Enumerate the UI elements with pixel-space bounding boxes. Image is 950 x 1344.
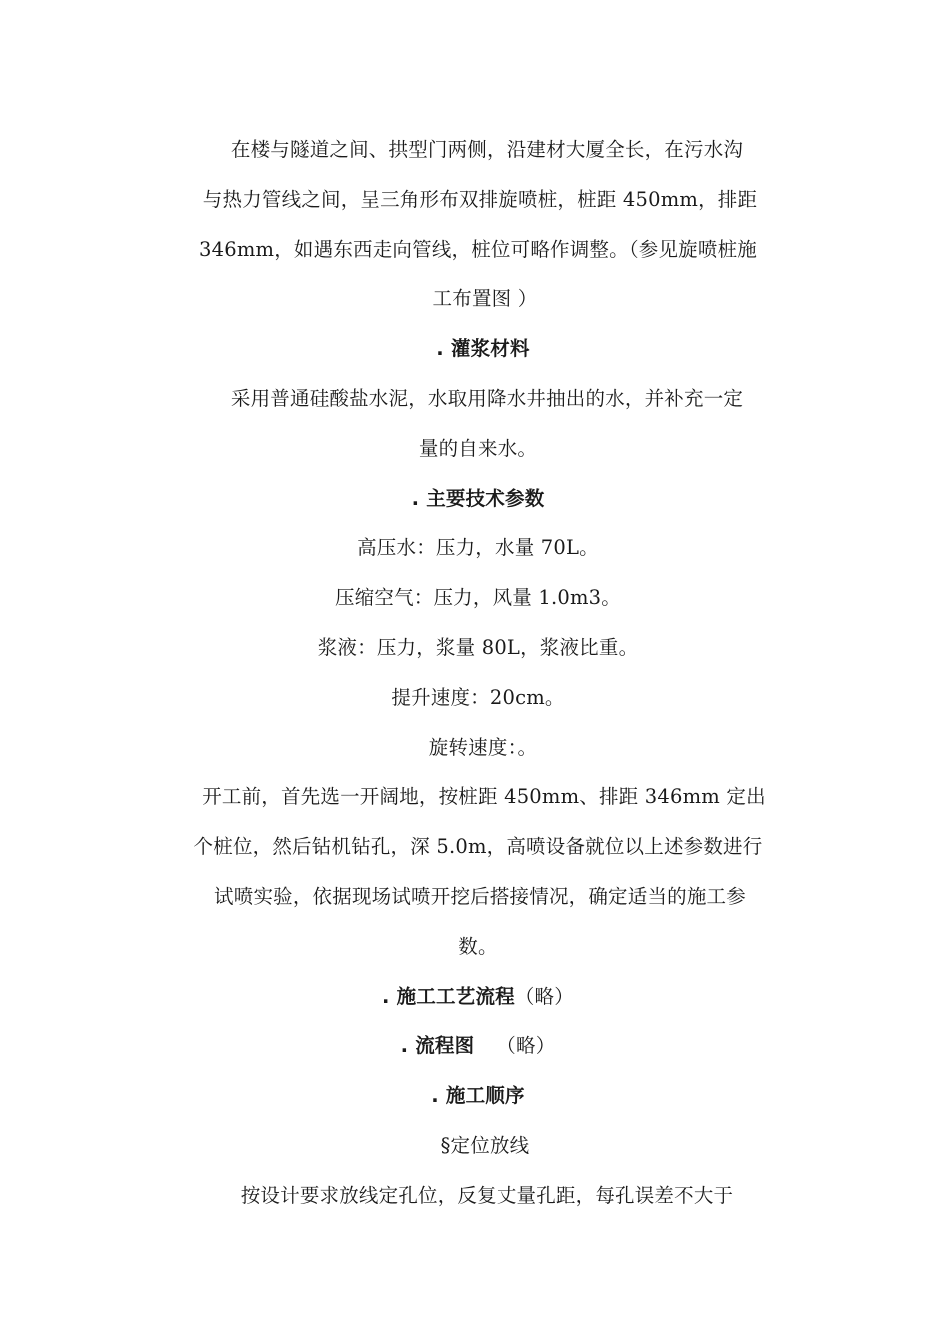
parameter-lifting-speed: 提升速度：20cm。	[391, 685, 565, 709]
paragraph-line: 在楼与隧道之间、拱型门两侧，沿建材大厦全长，在污水沟	[230, 138, 744, 161]
paragraph-line: 工布置图 ）	[432, 287, 538, 311]
paragraph-line: 与热力管线之间，呈三角形布双排旋喷桩，桩距 450mm，排距	[202, 187, 758, 211]
paragraph-line: 数。	[458, 934, 498, 958]
paragraph-line: 按设计要求放线定孔位，反复丈量孔距，每孔误差不大于	[240, 1183, 734, 1207]
section-heading-process-flow-row	[178, 972, 778, 1022]
paragraph-line: 采用普通硅酸盐水泥，水取用降水井抽出的水，并补充一定	[230, 386, 744, 410]
section-heading-technical-parameters: . 主要技术参数	[411, 486, 545, 510]
section-heading-process-flow: . 施工工艺流程	[382, 984, 515, 1008]
parameter-rotation-speed: 旋转速度：。	[428, 735, 538, 759]
omitted-note: （略）	[514, 984, 574, 1008]
parameter-high-pressure-water: 高压水：压力，水量 70L。	[357, 536, 599, 560]
paragraph-line: 开工前，首先选一开阔地，按桩距 450mm、排距 346mm 定出	[202, 785, 766, 809]
omitted-note: （略）	[496, 1034, 556, 1058]
subsection-positioning: §定位放线	[440, 1133, 530, 1157]
document-page	[178, 125, 778, 1221]
section-heading-flowchart: . 流程图	[400, 1034, 475, 1058]
paragraph-line: 试喷实验，依据现场试喷开挖后搭接情况，确定适当的施工参	[214, 884, 746, 908]
parameter-compressed-air: 压缩空气：压力，风量 1.0m3。	[334, 586, 621, 610]
parameter-slurry: 浆液：压力，浆量 80L，浆液比重。	[317, 635, 639, 659]
section-heading-construction-sequence: . 施工顺序	[431, 1084, 525, 1108]
paragraph-line: 346mm，如遇东西走向管线，桩位可略作调整。（参见旋喷桩施	[199, 237, 757, 261]
paragraph-line: 量的自来水。	[418, 436, 538, 460]
section-heading-grouting-material: . 灌浆材料	[436, 337, 530, 361]
paragraph-line: 个桩位，然后钻机钻孔，深 5.0m，高喷设备就位以上述参数进行	[193, 835, 763, 859]
section-heading-flowchart-row	[178, 1021, 778, 1071]
